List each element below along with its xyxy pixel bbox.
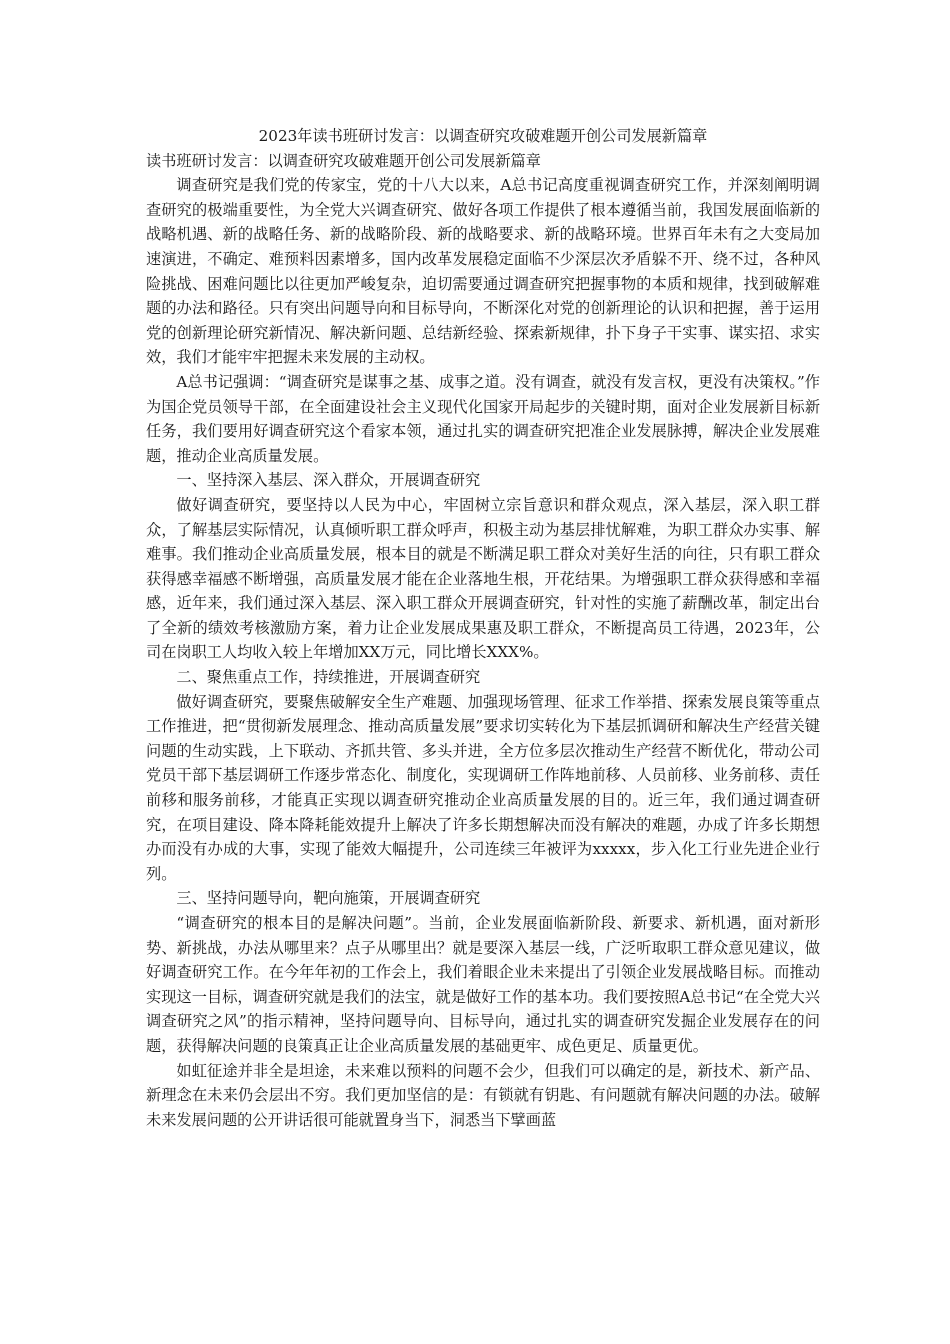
section-body-2: 做好调查研究，要聚焦破解安全生产难题、加强现场管理、征求工作举措、探索发展良策等重点工作推进，把“贯彻新发展理念、推动高质量发展”要求切实转化为下基层抓调研和解决生产经营关键问题的生动实践，上下联动、齐抓共管、多头并进，全方位多层次推动生产经营不断优化，带动公司党员干部下基层调研工作逐步常态化、制度化，实现调研工作阵地前移、人员前移、业务前移、责任前移和服务前移，才能真正实现以调查研究推动企业高质量发展的目的。近三年，我们通过调查研究，在项目建设、降本降耗能效提升上解决了许多长期想解决而没有解决的难题，办成了许多长期想办而没有办成的大事，实现了能效大幅提升，公司连续三年被评为xxxxx，步入化工行业先进企业行列。	[146, 692, 820, 883]
section-heading-1: 一、坚持深入基层、深入群众，开展调查研究	[176, 471, 481, 490]
document-page	[146, 124, 820, 1132]
closing-paragraph: 如虹征途并非全是坦途，未来难以预料的问题不会少，但我们可以确定的是，新技术、新产品、新理念在未来仍会层出不穷。我们更加坚信的是：有锁就有钥匙、有问题就有解决问题的办法。破解未来发展问题的公开讲话很可能就置身当下，洞悉当下擘画蓝	[146, 1061, 820, 1129]
intro-paragraph-1: 调查研究是我们党的传家宝，党的十八大以来，A总书记高度重视调查研究工作，并深刻阐明调查研究的极端重要性，为全党大兴调查研究、做好各项工作提供了根本遵循当前，我国发展面临新的战略机遇、新的战略任务、新的战略阶段、新的战略要求、新的战略环境。世界百年未有之大变局加速演进，不确定、难预料因素增多，国内改革发展稳定面临不少深层次矛盾躲不开、绕不过，各种风险挑战、困难问题比以往更加严峻复杂，迫切需要通过调查研究把握事物的本质和规律，找到破解难题的办法和路径。只有突出问题导向和目标导向，不断深化对党的创新理论的认识和把握，善于运用党的创新理论研究新情况、解决新问题、总结新经验、探索新规律，扑下身子干实事、谋实招、求实效，我们才能牢牢把握未来发展的主动权。	[146, 176, 820, 367]
document-title: 2023年读书班研讨发言：以调查研究攻破难题开创公司发展新篇章	[258, 127, 708, 145]
section-heading-2: 二、聚焦重点工作，持续推进，开展调查研究	[176, 668, 481, 687]
section-body-1: 做好调查研究，要坚持以人民为中心，牢固树立宗旨意识和群众观点，深入基层，深入职工群众，了解基层实际情况，认真倾听职工群众呼声，积极主动为基层排忧解难，为职工群众办实事、解难事。我们推动企业高质量发展，根本目的就是不断满足职工群众对美好生活的向往，只有职工群众获得感幸福感不断增强，高质量发展才能在企业落地生根，开花结果。为增强职工群众获得感和幸福感，近年来，我们通过深入基层、深入职工群众开展调查研究，针对性的实施了薪酬改革，制定出台了全新的绩效考核激励方案，着力让企业发展成果惠及职工群众，不断提高员工待遇，2023年，公司在岗职工人均收入较上年增加XX万元，同比增长XXX%。	[146, 495, 820, 662]
document-subtitle: 读书班研讨发言：以调查研究攻破难题开创公司发展新篇章	[146, 151, 541, 170]
section-body-3: “调查研究的根本目的是解决问题”。当前，企业发展面临新阶段、新要求、新机遇，面对新形势、新挑战，办法从哪里来？点子从哪里出？就是要深入基层一线，广泛听取职工群众意见建议，做好调查研究工作。在今年年初的工作会上，我们着眼企业未来提出了引领企业发展战略目标。而推动实现这一目标，调查研究就是我们的法宝，就是做好工作的基本功。我们要按照A总书记“在全党大兴调查研究之风”的指示精神，坚持问题导向、目标导向，通过扎实的调查研究发掘企业发展存在的问题，获得解决问题的良策真正让企业高质量发展的基础更牢、成色更足、质量更优。	[146, 914, 820, 1055]
section-heading-3: 三、坚持问题导向，靶向施策，开展调查研究	[176, 889, 481, 908]
intro-paragraph-2: A总书记强调：“调查研究是谋事之基、成事之道。没有调查，就没有发言权，更没有决策权。”作为国企党员领导干部，在全面建设社会主义现代化国家开局起步的关键时期，面对企业发展新目标新任务，我们要用好调查研究这个看家本领，通过扎实的调查研究把准企业发展脉搏，解决企业发展难题，推动企业高质量发展。	[146, 372, 820, 465]
